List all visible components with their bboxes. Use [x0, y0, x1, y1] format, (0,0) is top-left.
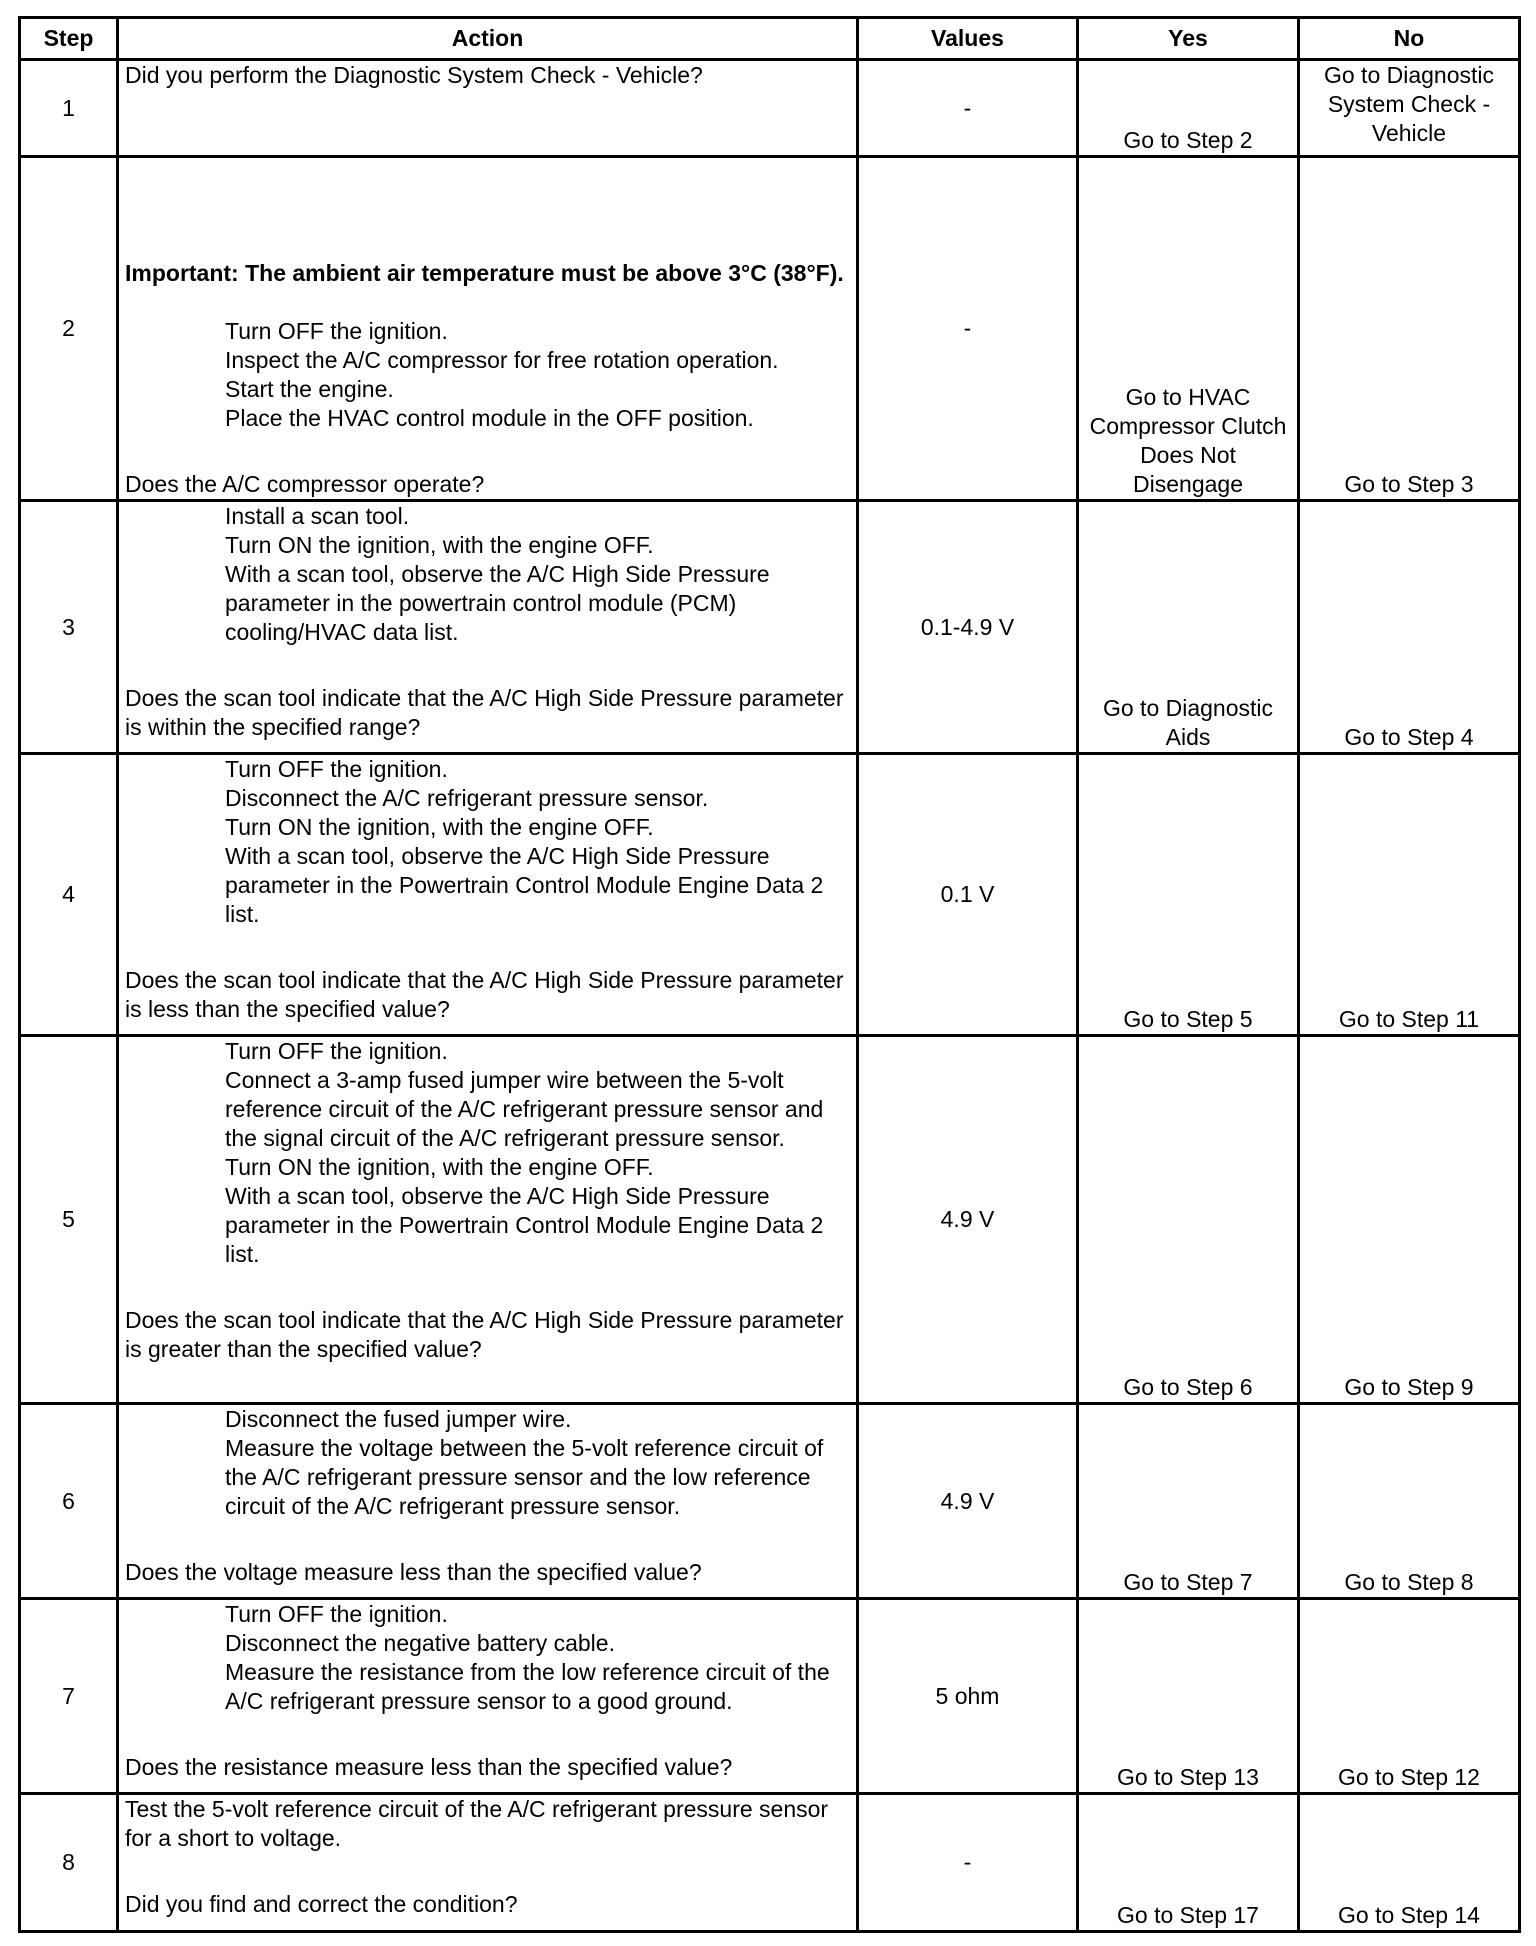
action-step: With a scan tool, observe the A/C High Side Pressure parameter in the Powertrain Control Module Engine Data 2 list.: [225, 843, 824, 927]
action-cell: [118, 1599, 858, 1794]
step-number: 8: [20, 1794, 118, 1932]
action-cell: [118, 501, 858, 754]
step-number: 5: [20, 1036, 118, 1404]
value-cell: 4.9 V: [858, 1036, 1078, 1404]
action-step: Install a scan tool.: [225, 503, 410, 529]
table-row: [20, 1404, 1520, 1599]
action-cell: [118, 1794, 858, 1932]
action-step: Place the HVAC control module in the OFF position.: [225, 405, 754, 431]
action-step: Measure the voltage between the 5-volt reference circuit of the A/C refrigerant pressure sensor and the low reference circuit of the A/C refrigerant pressure sensor.: [225, 1435, 824, 1519]
header-action: Action: [118, 18, 858, 60]
action-step: Disconnect the negative battery cable.: [225, 1630, 615, 1656]
action-step: Disconnect the fused jumper wire.: [225, 1406, 572, 1432]
no-cell: Go to Step 9: [1299, 1036, 1520, 1404]
action-step: Turn ON the ignition, with the engine OFF.: [225, 814, 654, 840]
diagnostic-table: [18, 16, 1521, 1933]
no-cell: Go to Step 14: [1299, 1794, 1520, 1932]
step-number: 6: [20, 1404, 118, 1599]
yes-cell: Go to Step 7: [1078, 1404, 1299, 1599]
yes-cell: Go to Step 17: [1078, 1794, 1299, 1932]
table-row: [20, 754, 1520, 1036]
action-step: Start the engine.: [225, 376, 394, 402]
header-row: [20, 18, 1520, 60]
action-cell: [118, 1404, 858, 1599]
table-row: [20, 1599, 1520, 1794]
action-question: Did you find and correct the condition?: [125, 1891, 518, 1917]
action-cell: [118, 157, 858, 501]
table-row: [20, 1036, 1520, 1404]
action-step: Inspect the A/C compressor for free rotation operation.: [225, 347, 779, 373]
action-step: Connect a 3-amp fused jumper wire between the 5-volt reference circuit of the A/C refrigerant pressure sensor and the signal circuit of the A/C refrigerant pressure sensor.: [225, 1067, 824, 1151]
header-values: Values: [858, 18, 1078, 60]
step-number: 3: [20, 501, 118, 754]
action-step: Turn OFF the ignition.: [225, 756, 448, 782]
no-cell: Go to Step 3: [1299, 157, 1520, 501]
table-row: [20, 1794, 1520, 1932]
action-steps: [125, 502, 850, 647]
action-steps: [125, 317, 850, 433]
no-cell: Go to Step 11: [1299, 754, 1520, 1036]
table-row: [20, 157, 1520, 501]
step-number: 1: [20, 60, 118, 157]
yes-cell: Go to Step 6: [1078, 1036, 1299, 1404]
action-step: Turn ON the ignition, with the engine OFF.: [225, 532, 654, 558]
value-cell: -: [858, 60, 1078, 157]
no-cell: Go to Step 4: [1299, 501, 1520, 754]
step-number: 7: [20, 1599, 118, 1794]
action-steps: [125, 1405, 850, 1521]
action-question: Does the voltage measure less than the specified value?: [125, 1559, 702, 1585]
value-cell: 0.1-4.9 V: [858, 501, 1078, 754]
header-yes: Yes: [1078, 18, 1299, 60]
action-step: With a scan tool, observe the A/C High Side Pressure parameter in the Powertrain Control Module Engine Data 2 list.: [225, 1183, 824, 1267]
value-cell: 0.1 V: [858, 754, 1078, 1036]
action-steps: [125, 1037, 850, 1269]
value-cell: -: [858, 1794, 1078, 1932]
action-step: Turn OFF the ignition.: [225, 1038, 448, 1064]
no-cell: Go to Step 12: [1299, 1599, 1520, 1794]
action-steps: [125, 755, 850, 929]
action-question: Does the scan tool indicate that the A/C High Side Pressure parameter is greater than the specified value?: [125, 1307, 844, 1362]
action-step: Turn ON the ignition, with the engine OFF.: [225, 1154, 654, 1180]
value-cell: -: [858, 157, 1078, 501]
action-question: Does the resistance measure less than the specified value?: [125, 1754, 733, 1780]
action-step: With a scan tool, observe the A/C High Side Pressure parameter in the powertrain control module (PCM) cooling/HVAC data list.: [225, 561, 770, 645]
action-cell: [118, 60, 858, 157]
yes-cell: Go to Diagnostic Aids: [1078, 501, 1299, 754]
table-row: [20, 60, 1520, 157]
yes-cell: Go to Step 13: [1078, 1599, 1299, 1794]
action-step: Turn OFF the ignition.: [225, 318, 448, 344]
action-intro: Test the 5-volt reference circuit of the A/C refrigerant pressure sensor for a short to voltage.: [125, 1796, 829, 1851]
no-cell: Go to Step 8: [1299, 1404, 1520, 1599]
action-cell: [118, 754, 858, 1036]
action-question: Does the scan tool indicate that the A/C High Side Pressure parameter is within the specified range?: [125, 685, 844, 740]
yes-cell: Go to HVAC Compressor Clutch Does Not Disengage: [1078, 157, 1299, 501]
action-question: Does the A/C compressor operate?: [125, 471, 485, 497]
step-number: 2: [20, 157, 118, 501]
value-cell: 5 ohm: [858, 1599, 1078, 1794]
action-step: Turn OFF the ignition.: [225, 1601, 448, 1627]
action-intro: Did you perform the Diagnostic System Check - Vehicle?: [125, 62, 703, 88]
header-step: Step: [20, 18, 118, 60]
table-row: [20, 501, 1520, 754]
step-number: 4: [20, 754, 118, 1036]
important-note: Important: The ambient air temperature must be above 3°C (38°F).: [125, 260, 844, 286]
action-question: Does the scan tool indicate that the A/C High Side Pressure parameter is less than the specified value?: [125, 967, 844, 1022]
yes-cell: Go to Step 5: [1078, 754, 1299, 1036]
action-cell: [118, 1036, 858, 1404]
value-cell: 4.9 V: [858, 1404, 1078, 1599]
no-cell: Go to Diagnostic System Check - Vehicle: [1299, 60, 1520, 157]
action-step: Measure the resistance from the low reference circuit of the A/C refrigerant pressure sensor to a good ground.: [225, 1659, 830, 1714]
header-no: No: [1299, 18, 1520, 60]
yes-cell: Go to Step 2: [1078, 60, 1299, 157]
action-step: Disconnect the A/C refrigerant pressure sensor.: [225, 785, 709, 811]
action-steps: [125, 1600, 850, 1716]
